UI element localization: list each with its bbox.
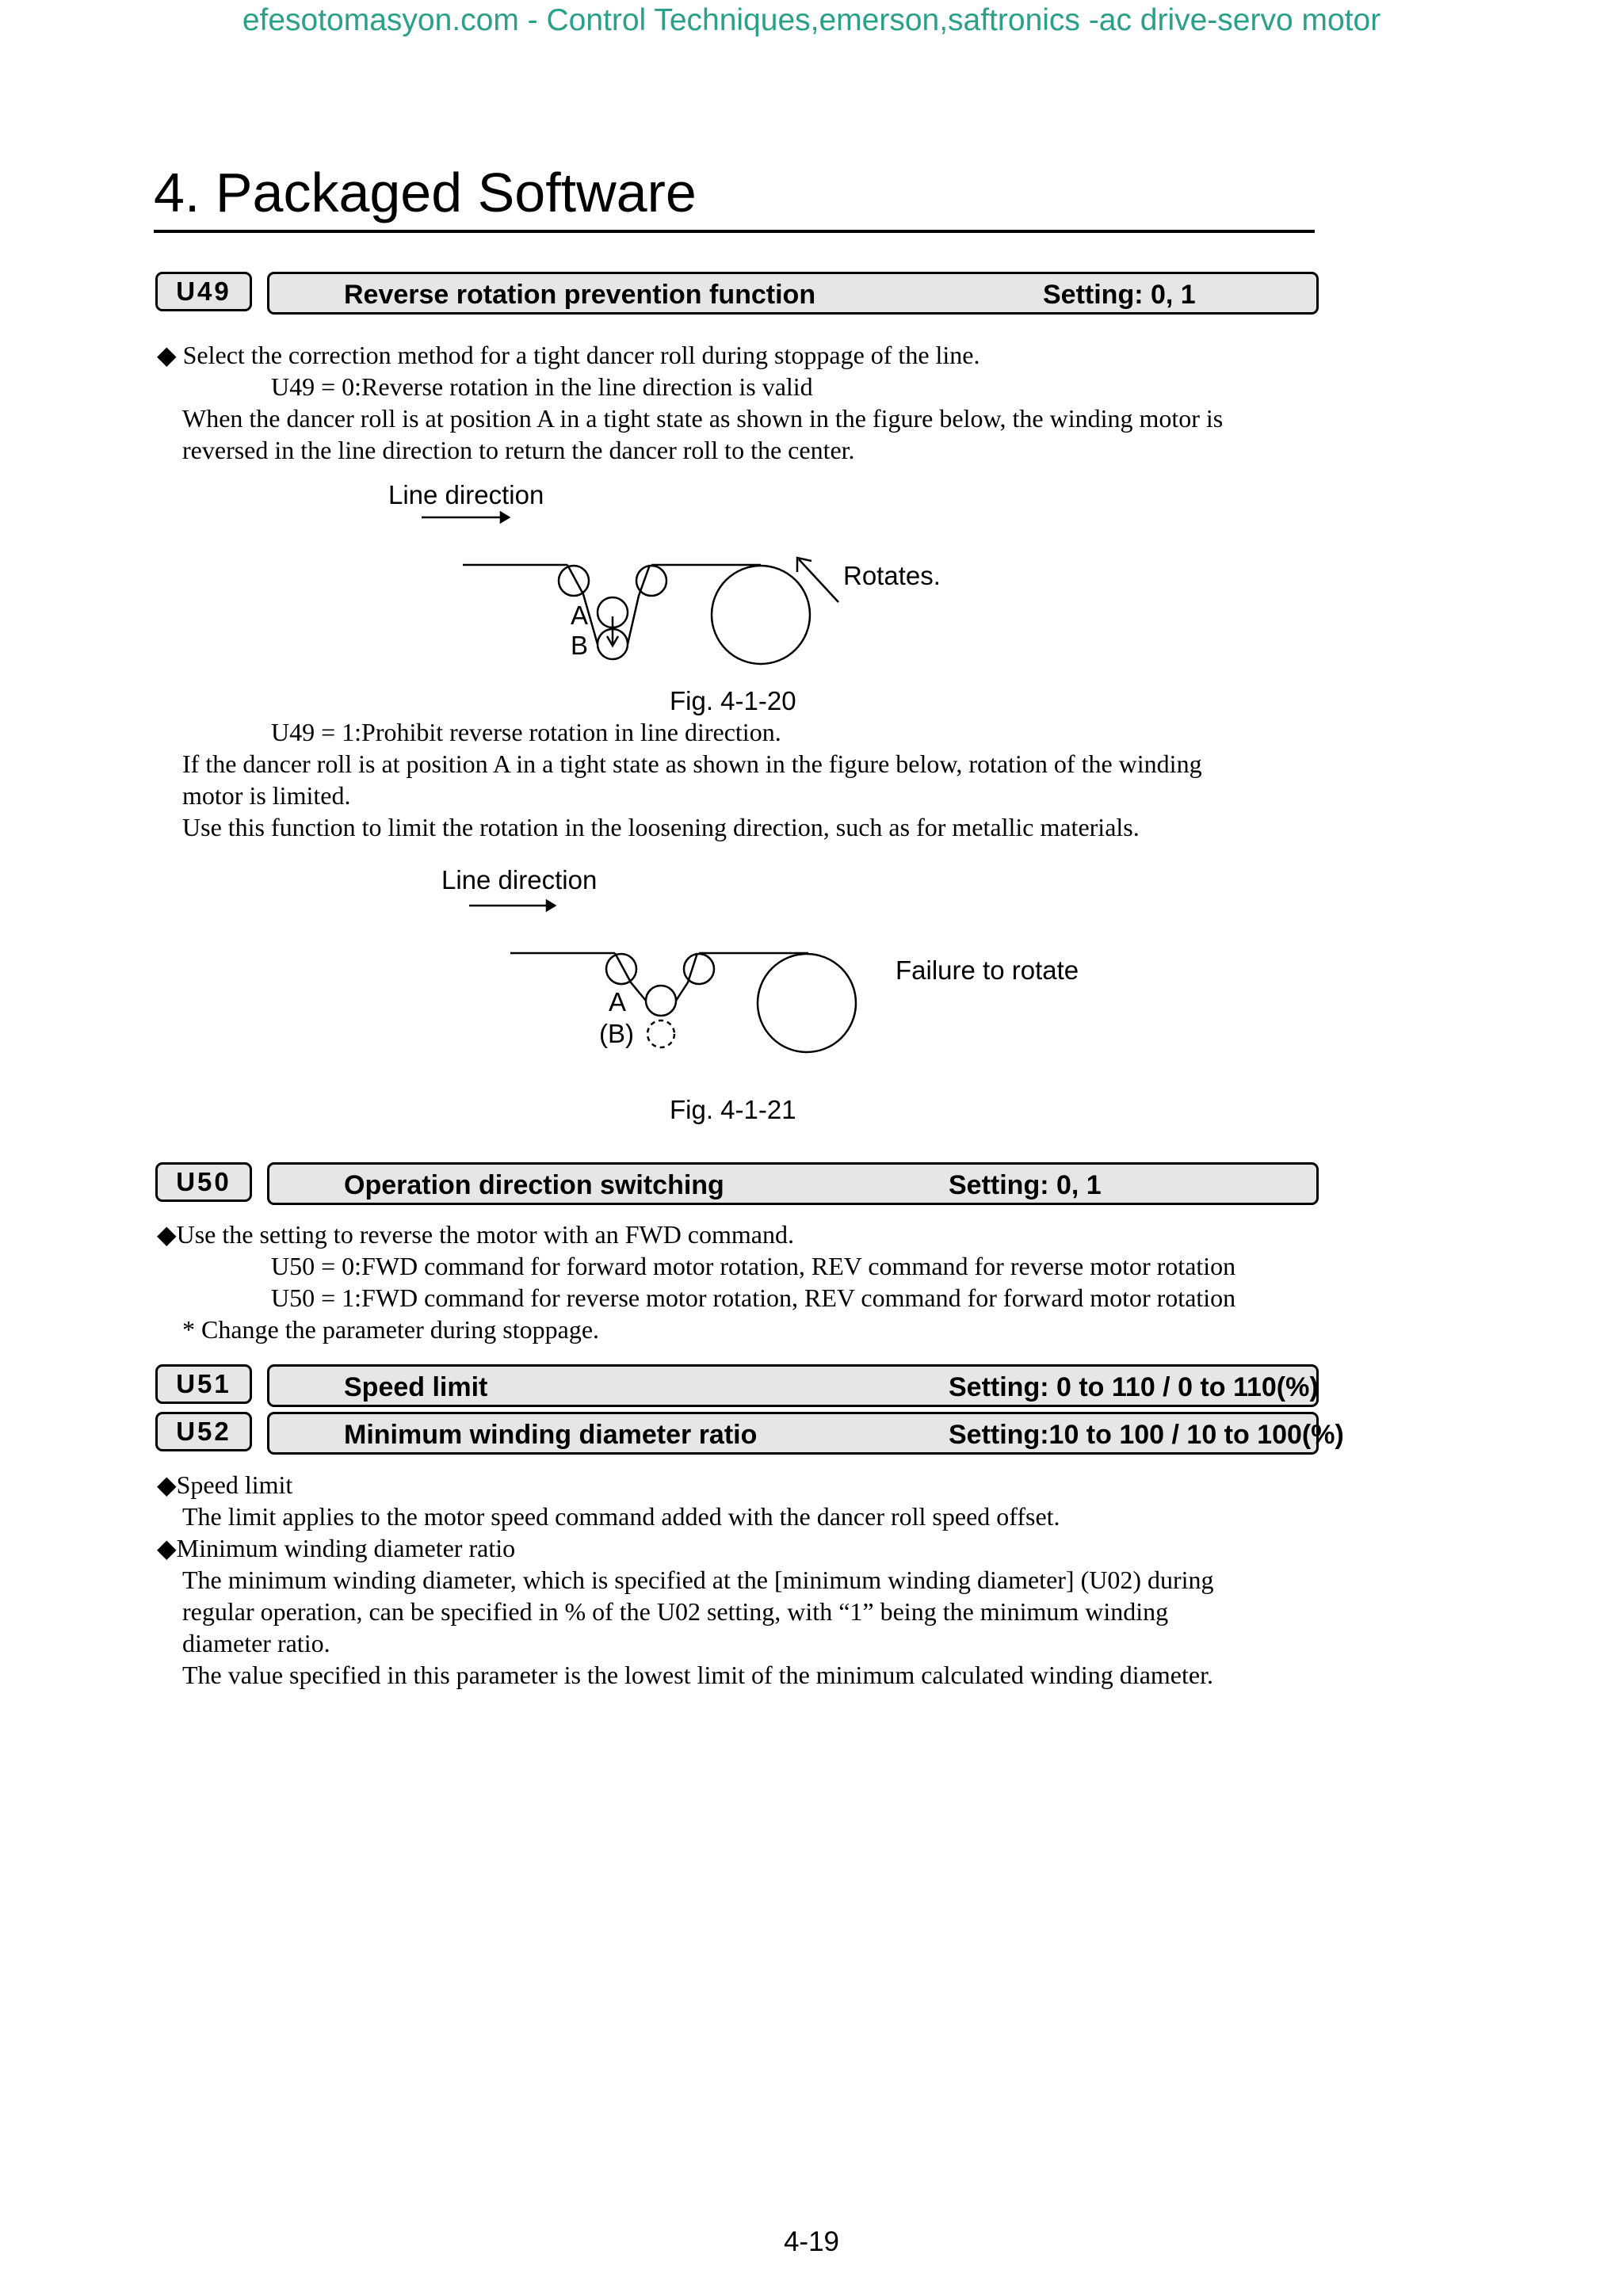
fig1-label-b: B	[571, 631, 589, 660]
param-desc-u50	[267, 1162, 1319, 1205]
u49-option-0: U49 = 0:Reverse rotation in the line direction is valid	[271, 372, 813, 401]
fig2-failure-label: Failure to rotate	[896, 955, 1079, 985]
fig2-label-a: A	[609, 987, 627, 1016]
fig2-arrow-head	[547, 901, 555, 910]
param-name-u51: Speed limit	[344, 1372, 488, 1402]
u50-note: * Change the parameter during stoppage.	[182, 1315, 600, 1344]
section-title: 4. Packaged Software	[154, 162, 697, 223]
param-setting-u50: Setting: 0, 1	[949, 1170, 1102, 1200]
u50-option-0: U50 = 0:FWD command for forward motor rotation, REV command for reverse motor rotation	[271, 1252, 1236, 1280]
param-code-u51: U51	[155, 1364, 252, 1404]
u52-desc-4: The value specified in this parameter is the lowest limit of the minimum calculated winding diameter.	[182, 1661, 1213, 1689]
param-code-u52: U52	[155, 1412, 252, 1451]
fig1-line-direction-label: Line direction	[388, 480, 544, 509]
param-code-u49: U49	[155, 272, 252, 311]
u52-bullet: ◆Minimum winding diameter ratio	[157, 1534, 516, 1562]
fig2-winding-roll	[758, 954, 856, 1052]
param-setting-u51: Setting: 0 to 110 / 0 to 110(%)	[949, 1372, 1319, 1402]
u49-option-1: U49 = 1:Prohibit reverse rotation in line direction.	[271, 718, 781, 746]
param-setting-u49: Setting: 0, 1	[1043, 280, 1196, 310]
fig1-caption: Fig. 4-1-20	[670, 686, 796, 715]
u50-bullet: ◆Use the setting to reverse the motor with an FWD command.	[157, 1220, 794, 1249]
param-name-u50: Operation direction switching	[344, 1170, 724, 1200]
u49-option-1-desc-1: If the dancer roll is at position A in a tight state as shown in the figure below, rotation of the winding	[182, 749, 1202, 778]
u49-bullet: ◆ Select the correction method for a tight dancer roll during stoppage of the line.	[157, 341, 980, 369]
fig1-label-a: A	[571, 601, 589, 630]
u52-desc-1: The minimum winding diameter, which is specified at the [minimum winding diameter] (U02) during	[182, 1566, 1214, 1594]
param-code-u50: U50	[155, 1162, 252, 1202]
fig2-guide-roll-left	[606, 954, 636, 984]
u51-desc: The limit applies to the motor speed command added with the dancer roll speed offset.	[182, 1502, 1060, 1531]
param-header-u51	[155, 1364, 1319, 1407]
param-name-u52: Minimum winding diameter ratio	[344, 1420, 758, 1450]
param-header-u50	[155, 1162, 1319, 1205]
param-desc-u52	[267, 1412, 1344, 1455]
page-number: 4-19	[783, 2226, 840, 2257]
fig2-web-down	[615, 953, 646, 1001]
param-setting-u52: Setting:10 to 100 / 10 to 100(%)	[949, 1420, 1344, 1450]
fig1-rotates-label: Rotates.	[843, 561, 941, 590]
fig2-line-direction-label: Line direction	[441, 865, 598, 894]
param-name-u49: Reverse rotation prevention function	[344, 280, 816, 310]
watermark: efesotomasyon.com - Control Techniques,emerson,saftronics -ac drive-servo motor	[242, 3, 1381, 37]
param-desc-u51	[267, 1364, 1319, 1407]
fig2-label-b: (B)	[599, 1019, 634, 1048]
u49-option-0-desc-1: When the dancer roll is at position A in a tight state as shown in the figure below, the winding motor is	[182, 404, 1224, 433]
u49-option-1-desc-2: motor is limited.	[182, 781, 351, 810]
u52-desc-3: diameter ratio.	[182, 1629, 330, 1657]
fig2-dancer-roll-a	[646, 986, 676, 1016]
u49-option-1-desc-3: Use this function to limit the rotation in the loosening direction, such as for metallic materials.	[182, 813, 1140, 841]
u49-option-0-desc-2: reversed in the line direction to return the dancer roll to the center.	[182, 436, 855, 464]
u52-desc-2: regular operation, can be specified in % of the U02 setting, with “1” being the minimum winding	[182, 1597, 1169, 1626]
u50-option-1: U50 = 1:FWD command for reverse motor rotation, REV command for forward motor rotation	[271, 1283, 1236, 1312]
fig2-dancer-roll-b-dashed	[647, 1020, 674, 1047]
fig2-caption: Fig. 4-1-21	[670, 1095, 796, 1124]
param-header-u52	[155, 1412, 1344, 1455]
u51-bullet: ◆Speed limit	[157, 1470, 293, 1499]
